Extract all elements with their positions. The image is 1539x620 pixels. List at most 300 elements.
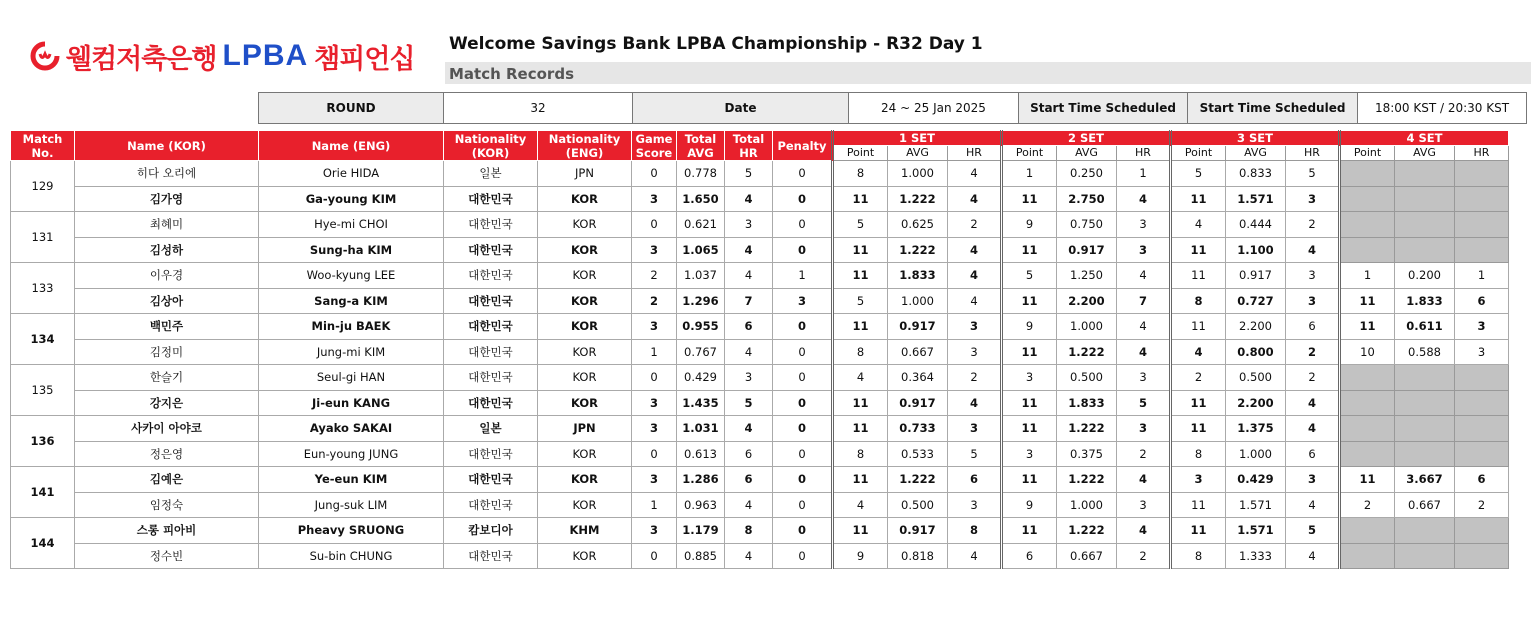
set2-point: 11	[1002, 390, 1057, 416]
player-name-eng: Woo-kyung LEE	[259, 263, 444, 289]
set3-avg: 0.727	[1226, 288, 1286, 314]
player-nationality-kor: 대한민국	[444, 441, 538, 467]
set2-hr: 4	[1117, 467, 1171, 493]
player-name-eng: Ye-eun KIM	[259, 467, 444, 493]
set2-point: 11	[1002, 186, 1057, 212]
penalty: 0	[773, 390, 833, 416]
set1-avg: 0.500	[888, 492, 948, 518]
total-hr: 4	[725, 416, 773, 442]
set3-hr: 4	[1286, 492, 1340, 518]
player-name-eng: Min-ju BAEK	[259, 314, 444, 340]
set4-point: 1	[1340, 263, 1395, 289]
set3-avg: 1.375	[1226, 416, 1286, 442]
set3-hr: 3	[1286, 467, 1340, 493]
subheader-set4-hr: HR	[1455, 146, 1509, 161]
set2-avg: 1.222	[1057, 467, 1117, 493]
set2-avg: 2.200	[1057, 288, 1117, 314]
sponsor-logo	[30, 36, 415, 76]
player-name-eng: Pheavy SRUONG	[259, 518, 444, 544]
total-hr: 4	[725, 237, 773, 263]
set4-hr-empty	[1455, 161, 1509, 187]
player-row	[11, 467, 1509, 493]
set1-point: 11	[833, 314, 888, 340]
set1-avg: 0.917	[888, 390, 948, 416]
set2-hr: 4	[1117, 518, 1171, 544]
set4-avg: 3.667	[1395, 467, 1455, 493]
total-avg: 0.767	[677, 339, 725, 365]
set4-point-empty	[1340, 186, 1395, 212]
total-hr: 6	[725, 441, 773, 467]
set4-hr: 2	[1455, 492, 1509, 518]
total-hr: 6	[725, 467, 773, 493]
subheader-set3-hr: HR	[1286, 146, 1340, 161]
set3-point: 11	[1171, 492, 1226, 518]
set3-avg: 1.333	[1226, 543, 1286, 569]
set3-point: 11	[1171, 390, 1226, 416]
set1-hr: 4	[948, 543, 1002, 569]
player-nationality-eng: KOR	[538, 314, 632, 340]
header-penalty: Penalty	[773, 131, 833, 161]
total-avg: 0.963	[677, 492, 725, 518]
player-nationality-kor: 대한민국	[444, 212, 538, 238]
set4-point-empty	[1340, 441, 1395, 467]
player-row	[11, 237, 1509, 263]
game-score: 3	[632, 467, 677, 493]
set2-hr: 5	[1117, 390, 1171, 416]
set1-hr: 3	[948, 492, 1002, 518]
penalty: 0	[773, 161, 833, 187]
subheader-set1-hr: HR	[948, 146, 1002, 161]
total-avg: 1.065	[677, 237, 725, 263]
total-avg: 0.429	[677, 365, 725, 391]
game-score: 3	[632, 518, 677, 544]
total-avg: 1.296	[677, 288, 725, 314]
set1-avg: 1.000	[888, 161, 948, 187]
set4-hr: 6	[1455, 467, 1509, 493]
total-hr: 7	[725, 288, 773, 314]
set1-hr: 2	[948, 365, 1002, 391]
player-name-kor: 사카이 아야코	[75, 416, 259, 442]
set3-hr: 3	[1286, 288, 1340, 314]
header-nationality-kor: Nationality (KOR)	[444, 131, 538, 161]
set4-avg-empty	[1395, 416, 1455, 442]
date-value: 24 ~ 25 Jan 2025	[849, 93, 1019, 124]
match-number: 135	[11, 365, 75, 416]
set3-point: 4	[1171, 212, 1226, 238]
set2-avg: 1.222	[1057, 416, 1117, 442]
set4-hr-empty	[1455, 365, 1509, 391]
set3-avg: 2.200	[1226, 314, 1286, 340]
penalty: 0	[773, 212, 833, 238]
set4-hr: 3	[1455, 314, 1509, 340]
player-name-kor: 정은영	[75, 441, 259, 467]
player-nationality-eng: JPN	[538, 416, 632, 442]
total-avg: 0.621	[677, 212, 725, 238]
set1-avg: 1.222	[888, 237, 948, 263]
player-name-eng: Ga-young KIM	[259, 186, 444, 212]
penalty: 0	[773, 416, 833, 442]
set1-hr: 3	[948, 314, 1002, 340]
sponsor-logo-icon	[30, 41, 60, 71]
set1-point: 11	[833, 518, 888, 544]
set1-avg: 0.917	[888, 314, 948, 340]
player-name-eng: Jung-suk LIM	[259, 492, 444, 518]
set1-point: 11	[833, 467, 888, 493]
player-name-eng: Seul-gi HAN	[259, 365, 444, 391]
total-hr: 3	[725, 365, 773, 391]
player-name-eng: Eun-young JUNG	[259, 441, 444, 467]
game-score: 1	[632, 339, 677, 365]
set2-hr: 3	[1117, 237, 1171, 263]
set4-point-empty	[1340, 543, 1395, 569]
subheader-set3-point: Point	[1171, 146, 1226, 161]
page-subtitle: Match Records	[445, 62, 1531, 84]
date-label: Date	[633, 93, 849, 124]
player-row	[11, 288, 1509, 314]
set4-point: 10	[1340, 339, 1395, 365]
total-hr: 4	[725, 339, 773, 365]
set3-avg: 0.500	[1226, 365, 1286, 391]
player-row	[11, 314, 1509, 340]
round-label: ROUND	[259, 93, 444, 124]
page-title: Welcome Savings Bank LPBA Championship - R32 Day 1	[449, 34, 983, 54]
header-set-1: 1 SET	[833, 131, 1002, 146]
set4-point: 11	[1340, 314, 1395, 340]
game-score: 0	[632, 161, 677, 187]
player-name-kor: 임정숙	[75, 492, 259, 518]
set4-avg-empty	[1395, 441, 1455, 467]
subheader-set4-point: Point	[1340, 146, 1395, 161]
set3-point: 4	[1171, 339, 1226, 365]
total-avg: 1.435	[677, 390, 725, 416]
set4-avg-empty	[1395, 518, 1455, 544]
player-row	[11, 161, 1509, 187]
set2-avg: 0.250	[1057, 161, 1117, 187]
set4-point-empty	[1340, 161, 1395, 187]
set3-hr: 2	[1286, 212, 1340, 238]
player-row	[11, 365, 1509, 391]
set2-avg: 1.000	[1057, 492, 1117, 518]
set2-point: 1	[1002, 161, 1057, 187]
total-hr: 8	[725, 518, 773, 544]
set2-avg: 0.917	[1057, 237, 1117, 263]
set3-hr: 3	[1286, 186, 1340, 212]
set2-point: 11	[1002, 339, 1057, 365]
set2-point: 5	[1002, 263, 1057, 289]
game-score: 1	[632, 492, 677, 518]
player-row	[11, 518, 1509, 544]
set1-point: 11	[833, 237, 888, 263]
match-number: 129	[11, 161, 75, 212]
player-nationality-eng: KOR	[538, 390, 632, 416]
set1-hr: 3	[948, 339, 1002, 365]
set2-hr: 3	[1117, 416, 1171, 442]
start-time-label-1: Start Time Scheduled	[1019, 93, 1188, 124]
set4-point: 11	[1340, 288, 1395, 314]
set3-avg: 0.917	[1226, 263, 1286, 289]
set3-point: 11	[1171, 314, 1226, 340]
player-name-kor: 강지은	[75, 390, 259, 416]
match-number: 133	[11, 263, 75, 314]
set2-hr: 1	[1117, 161, 1171, 187]
set4-avg: 0.667	[1395, 492, 1455, 518]
set4-avg-empty	[1395, 237, 1455, 263]
set1-avg: 0.917	[888, 518, 948, 544]
set1-hr: 4	[948, 390, 1002, 416]
player-nationality-kor: 대한민국	[444, 237, 538, 263]
player-name-kor: 김성하	[75, 237, 259, 263]
set2-avg: 0.667	[1057, 543, 1117, 569]
set4-avg-empty	[1395, 161, 1455, 187]
start-time-value: 18:00 KST / 20:30 KST	[1358, 93, 1527, 124]
total-avg: 1.650	[677, 186, 725, 212]
match-number: 141	[11, 467, 75, 518]
player-row	[11, 212, 1509, 238]
set2-hr: 3	[1117, 212, 1171, 238]
set1-hr: 3	[948, 416, 1002, 442]
player-name-kor: 스롱 피아비	[75, 518, 259, 544]
set2-hr: 2	[1117, 543, 1171, 569]
set3-hr: 4	[1286, 416, 1340, 442]
set2-point: 9	[1002, 314, 1057, 340]
set2-point: 11	[1002, 237, 1057, 263]
subheader-set4-avg: AVG	[1395, 146, 1455, 161]
set3-hr: 2	[1286, 339, 1340, 365]
header-set-4: 4 SET	[1340, 131, 1509, 146]
set4-avg: 0.200	[1395, 263, 1455, 289]
penalty: 0	[773, 518, 833, 544]
set4-hr-empty	[1455, 186, 1509, 212]
penalty: 0	[773, 314, 833, 340]
player-name-kor: 한슬기	[75, 365, 259, 391]
set4-point: 2	[1340, 492, 1395, 518]
set3-point: 11	[1171, 237, 1226, 263]
subheader-set1-point: Point	[833, 146, 888, 161]
player-nationality-eng: KOR	[538, 467, 632, 493]
set2-hr: 4	[1117, 314, 1171, 340]
penalty: 0	[773, 492, 833, 518]
set3-point: 8	[1171, 288, 1226, 314]
game-score: 0	[632, 441, 677, 467]
player-nationality-kor: 캄보디아	[444, 518, 538, 544]
player-nationality-eng: KOR	[538, 492, 632, 518]
header-game-score: Game Score	[632, 131, 677, 161]
set4-avg: 0.611	[1395, 314, 1455, 340]
match-number: 134	[11, 314, 75, 365]
total-hr: 6	[725, 314, 773, 340]
header-name-kor: Name (KOR)	[75, 131, 259, 161]
logo-suffix-text: 챔피언십	[314, 43, 415, 75]
total-hr: 4	[725, 186, 773, 212]
set3-point: 3	[1171, 467, 1226, 493]
subheader-set2-avg: AVG	[1057, 146, 1117, 161]
player-name-eng: Sang-a KIM	[259, 288, 444, 314]
header-total-hr: Total HR	[725, 131, 773, 161]
player-nationality-kor: 일본	[444, 416, 538, 442]
set2-hr: 4	[1117, 339, 1171, 365]
set3-avg: 1.571	[1226, 492, 1286, 518]
game-score: 3	[632, 390, 677, 416]
player-name-kor: 김상아	[75, 288, 259, 314]
set2-point: 3	[1002, 441, 1057, 467]
player-name-eng: Su-bin CHUNG	[259, 543, 444, 569]
set4-avg-empty	[1395, 390, 1455, 416]
set1-hr: 4	[948, 186, 1002, 212]
match-number: 131	[11, 212, 75, 263]
set2-avg: 0.500	[1057, 365, 1117, 391]
total-avg: 1.179	[677, 518, 725, 544]
round-value: 32	[444, 93, 633, 124]
header-nationality-eng: Nationality (ENG)	[538, 131, 632, 161]
player-row	[11, 339, 1509, 365]
set2-point: 11	[1002, 518, 1057, 544]
set4-point-empty	[1340, 416, 1395, 442]
player-name-eng: Hye-mi CHOI	[259, 212, 444, 238]
total-avg: 1.037	[677, 263, 725, 289]
set1-hr: 4	[948, 263, 1002, 289]
set3-avg: 0.429	[1226, 467, 1286, 493]
set3-point: 11	[1171, 518, 1226, 544]
match-records-body	[11, 161, 1509, 569]
player-name-kor: 김예은	[75, 467, 259, 493]
set1-point: 5	[833, 212, 888, 238]
set1-avg: 1.222	[888, 186, 948, 212]
set2-point: 9	[1002, 212, 1057, 238]
game-score: 3	[632, 416, 677, 442]
player-name-kor: 히다 오리에	[75, 161, 259, 187]
player-name-kor: 정수빈	[75, 543, 259, 569]
set4-avg-empty	[1395, 186, 1455, 212]
penalty: 0	[773, 237, 833, 263]
player-name-kor: 최혜미	[75, 212, 259, 238]
penalty: 0	[773, 543, 833, 569]
set4-hr: 1	[1455, 263, 1509, 289]
set2-avg: 1.222	[1057, 339, 1117, 365]
player-nationality-kor: 대한민국	[444, 467, 538, 493]
total-hr: 4	[725, 492, 773, 518]
set3-hr: 2	[1286, 365, 1340, 391]
total-hr: 5	[725, 161, 773, 187]
player-name-eng: Orie HIDA	[259, 161, 444, 187]
player-nationality-kor: 대한민국	[444, 339, 538, 365]
set3-avg: 0.833	[1226, 161, 1286, 187]
set1-point: 11	[833, 416, 888, 442]
set1-point: 8	[833, 161, 888, 187]
game-score: 0	[632, 365, 677, 391]
player-nationality-kor: 대한민국	[444, 390, 538, 416]
set2-point: 11	[1002, 288, 1057, 314]
header-name-eng: Name (ENG)	[259, 131, 444, 161]
start-time-label-2: Start Time Scheduled	[1188, 93, 1358, 124]
set2-point: 9	[1002, 492, 1057, 518]
player-name-eng: Ji-eun KANG	[259, 390, 444, 416]
set1-avg: 0.667	[888, 339, 948, 365]
set1-hr: 6	[948, 467, 1002, 493]
player-nationality-eng: JPN	[538, 161, 632, 187]
logo-korean-text: 웰컴저축은행	[66, 43, 217, 75]
set1-avg: 1.222	[888, 467, 948, 493]
player-nationality-eng: KOR	[538, 186, 632, 212]
game-score: 2	[632, 263, 677, 289]
player-nationality-kor: 대한민국	[444, 365, 538, 391]
game-score: 3	[632, 237, 677, 263]
set4-hr-empty	[1455, 543, 1509, 569]
header-match-no: Match No.	[11, 131, 75, 161]
set2-avg: 1.833	[1057, 390, 1117, 416]
set1-point: 4	[833, 365, 888, 391]
set3-hr: 6	[1286, 441, 1340, 467]
set3-point: 5	[1171, 161, 1226, 187]
set4-point-empty	[1340, 390, 1395, 416]
player-nationality-kor: 대한민국	[444, 288, 538, 314]
set2-avg: 0.375	[1057, 441, 1117, 467]
set4-avg-empty	[1395, 543, 1455, 569]
set1-hr: 2	[948, 212, 1002, 238]
player-name-eng: Sung-ha KIM	[259, 237, 444, 263]
set4-point-empty	[1340, 518, 1395, 544]
set4-point: 11	[1340, 467, 1395, 493]
set3-hr: 6	[1286, 314, 1340, 340]
set3-avg: 1.100	[1226, 237, 1286, 263]
set2-hr: 2	[1117, 441, 1171, 467]
set2-hr: 3	[1117, 492, 1171, 518]
set4-point-empty	[1340, 365, 1395, 391]
game-score: 2	[632, 288, 677, 314]
set1-avg: 0.364	[888, 365, 948, 391]
set4-hr: 6	[1455, 288, 1509, 314]
player-nationality-kor: 대한민국	[444, 492, 538, 518]
set1-point: 5	[833, 288, 888, 314]
set2-hr: 3	[1117, 365, 1171, 391]
player-name-kor: 김가영	[75, 186, 259, 212]
set1-hr: 8	[948, 518, 1002, 544]
set3-hr: 5	[1286, 161, 1340, 187]
total-avg: 0.955	[677, 314, 725, 340]
round-info-table	[258, 92, 1527, 124]
set2-point: 3	[1002, 365, 1057, 391]
game-score: 0	[632, 212, 677, 238]
set4-avg: 0.588	[1395, 339, 1455, 365]
player-nationality-eng: KOR	[538, 288, 632, 314]
game-score: 0	[632, 543, 677, 569]
player-name-eng: Ayako SAKAI	[259, 416, 444, 442]
player-nationality-kor: 대한민국	[444, 543, 538, 569]
player-nationality-eng: KOR	[538, 237, 632, 263]
round-info-row	[259, 93, 1527, 124]
header-row	[11, 131, 1509, 146]
player-name-eng: Jung-mi KIM	[259, 339, 444, 365]
set1-hr: 4	[948, 288, 1002, 314]
player-row	[11, 492, 1509, 518]
set2-avg: 0.750	[1057, 212, 1117, 238]
set1-avg: 0.625	[888, 212, 948, 238]
player-name-kor: 김정미	[75, 339, 259, 365]
player-nationality-eng: KOR	[538, 339, 632, 365]
set2-avg: 2.750	[1057, 186, 1117, 212]
set4-avg-empty	[1395, 212, 1455, 238]
subheader-set1-avg: AVG	[888, 146, 948, 161]
logo-brand-text: LPBA	[222, 39, 309, 72]
total-avg: 0.778	[677, 161, 725, 187]
set2-hr: 4	[1117, 186, 1171, 212]
set1-hr: 4	[948, 237, 1002, 263]
penalty: 0	[773, 467, 833, 493]
total-hr: 3	[725, 212, 773, 238]
set2-point: 6	[1002, 543, 1057, 569]
subheader-set2-hr: HR	[1117, 146, 1171, 161]
set3-avg: 1.571	[1226, 186, 1286, 212]
set4-hr-empty	[1455, 518, 1509, 544]
